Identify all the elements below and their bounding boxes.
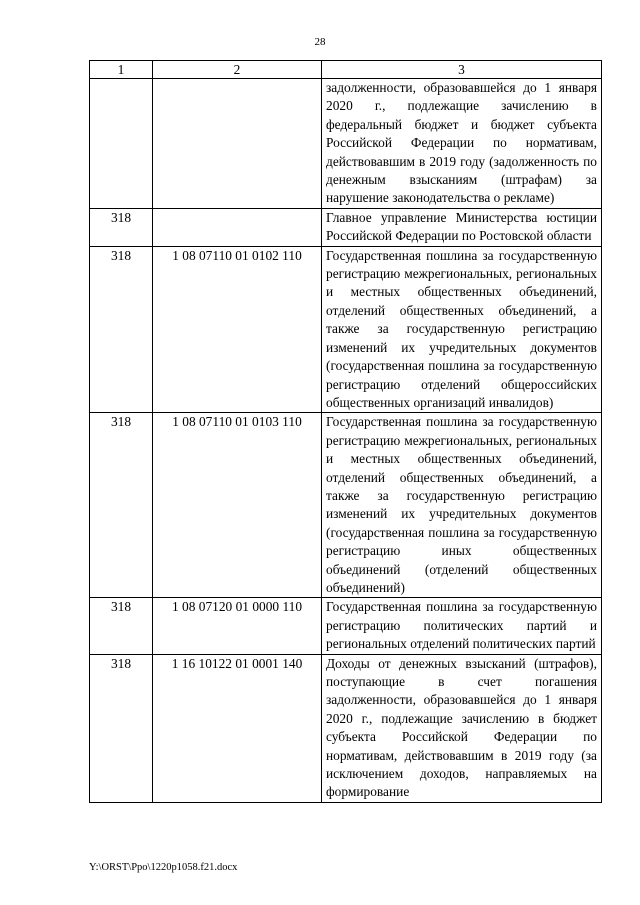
revenue-code-cell [153,79,322,209]
admin-code-cell [90,79,153,209]
admin-code-cell: 318 [90,246,153,413]
header-cell-col2: 2 [153,61,322,79]
revenue-description-cell: Государственная пошлина за государственную регистрацию политических партий и региональных отделений политических партий [322,598,602,654]
table-row [90,413,602,598]
table-row [90,598,602,654]
footer-file-path: Y:\ORST\Ppo\1220p1058.f21.docx [89,862,238,873]
revenue-description-cell: Государственная пошлина за государственную регистрацию межрегиональных, региональных и местных общественных объединений, отделений общественных объединений, а также за государственную регистрацию изменений их учредительных документов (государственная пошлина за государственную регистрацию иных общественных объединений (отделений общественных объединений) [322,413,602,598]
revenue-code-cell: 1 08 07110 01 0102 110 [153,246,322,413]
revenue-description-cell: Доходы от денежных взысканий (штрафов), поступающие в счет погашения задолженности, образовавшейся до 1 января 2020 г., подлежащие зачислению в бюджет субъекта Российской Федерации по нормативам, действовавшим в 2019 году (за исключением доходов, направляемых на формирование [322,654,602,802]
page-number: 28 [314,36,326,48]
admin-code-cell: 318 [90,208,153,246]
table-row [90,208,602,246]
revenue-description-cell: задолженности, образовавшейся до 1 января 2020 г., подлежащие зачислению в федеральный бюджет и бюджет субъекта Российской Федерации по нормативам, действовавшим в 2019 году (задолженность по денежным взысканиям (штрафам) за нарушение законодательства о рекламе) [322,79,602,209]
admin-code-cell: 318 [90,654,153,802]
revenue-description-cell: Главное управление Министерства юстиции Российской Федерации по Ростовской области [322,208,602,246]
admin-code-cell: 318 [90,413,153,598]
admin-code-cell: 318 [90,598,153,654]
revenue-code-cell: 1 08 07120 01 0000 110 [153,598,322,654]
header-cell-col1: 1 [90,61,153,79]
revenue-description-cell: Государственная пошлина за государственную регистрацию межрегиональных, региональных и местных общественных объединений, отделений общественных объединений, а также за государственную регистрацию изменений их учредительных документов (государственная пошлина за государственную регистрацию отделений общероссийских общественных организаций инвалидов) [322,246,602,413]
table-row [90,654,602,802]
table-row [90,79,602,209]
table-header-row [90,61,602,79]
revenue-code-cell [153,208,322,246]
revenue-code-cell: 1 16 10122 01 0001 140 [153,654,322,802]
revenue-classification-table [89,60,602,803]
revenue-code-cell: 1 08 07110 01 0103 110 [153,413,322,598]
table-row [90,246,602,413]
header-cell-col3: 3 [322,61,602,79]
